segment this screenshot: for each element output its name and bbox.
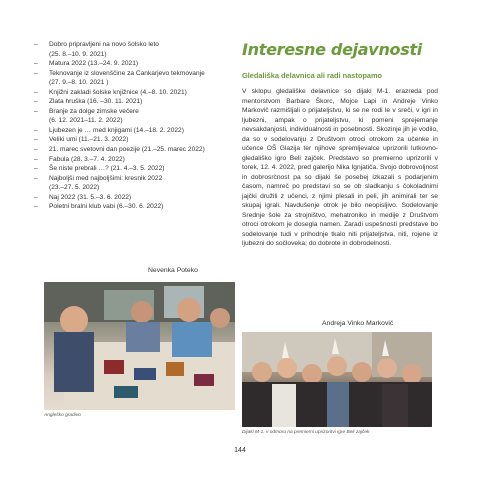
photo-group-students <box>242 332 432 427</box>
photo-reading-students-image <box>44 282 235 410</box>
list-dash-marker: – <box>34 174 38 182</box>
event-item <box>34 97 234 107</box>
event-item <box>34 164 234 174</box>
event-line: Fabula (28. 3.–7. 4. 2022) <box>49 155 125 163</box>
event-dates: (23.–27. 5. 2022) <box>49 184 100 192</box>
list-dash-marker: – <box>34 107 38 115</box>
page-title: Interesne dejavnosti <box>242 40 422 59</box>
event-line: Najboljši med najboljšimi: kresnik 2022 <box>49 174 163 182</box>
list-dash-marker: – <box>34 146 38 154</box>
event-line: 21. marec svetovni dan poezije (21.–25. marec 2022) <box>49 146 205 154</box>
event-line: Veliki umi (11.–21. 3. 2022) <box>49 136 129 144</box>
list-dash-marker: – <box>34 193 38 201</box>
left-photo-caption: Angleško gradivo <box>44 413 81 418</box>
photo-reading-students <box>44 282 235 410</box>
list-dash-marker: – <box>34 98 38 106</box>
event-list-column <box>34 40 234 212</box>
event-line: Ljubezen je … med knjigami (14.–18. 2. 2022) <box>49 126 184 134</box>
event-item <box>34 59 234 69</box>
event-item <box>34 69 234 88</box>
list-dash-marker: – <box>34 69 38 77</box>
event-list <box>34 40 234 212</box>
event-line: Naj 2022 (31. 5.–3. 6. 2022) <box>49 193 132 201</box>
section-heading: Gledališka delavnica ali radi nastopamo <box>242 71 383 80</box>
event-line: Matura 2022 (13.–24. 9. 2021) <box>49 60 139 68</box>
photo-group-students-image <box>242 332 432 427</box>
list-dash-marker: – <box>34 136 38 144</box>
list-dash-marker: – <box>34 41 38 48</box>
event-line: Še niste prebrali …? (21. 4.–3. 5. 2022) <box>49 165 165 173</box>
interests-column <box>242 40 438 249</box>
event-item <box>34 126 234 136</box>
event-dates: (6. 12. 2021–11. 2. 2022) <box>49 117 123 125</box>
list-dash-marker: – <box>34 126 38 134</box>
event-item <box>34 155 234 165</box>
event-item <box>34 202 234 212</box>
event-line: Poletni bralni klub vabi (6.–30. 6. 2022) <box>49 203 164 211</box>
list-dash-marker: – <box>34 165 38 173</box>
list-dash-marker: – <box>34 203 38 211</box>
event-item <box>34 107 234 126</box>
event-line: Dobro pripravljeni na novo šolsko leto <box>49 41 159 48</box>
event-dates: (25. 8.–10. 9. 2021) <box>49 50 107 58</box>
event-item <box>34 145 234 155</box>
list-dash-marker: – <box>34 88 38 96</box>
event-line: Branje za dolge zimske večere <box>49 107 139 115</box>
event-item <box>34 88 234 98</box>
event-item <box>34 135 234 145</box>
event-dates: (27. 9.–8. 10. 2021 ) <box>49 79 109 87</box>
event-item <box>34 174 234 193</box>
event-line: Knjižni zakladi šolske knjižnice (4.–8. 10. 2021) <box>49 88 187 96</box>
right-photo-caption: Dijaki M-1. v odmoru na premierni uprizoritvi igre Beli zajček <box>242 430 370 435</box>
article-body: V sklopu gledališke delavnice so dijaki M-1. erazreda pod mentorstvom Barbare Škorc, Mojce Lapi in Andreje Vinko Markovič razmišljali o prijateljstvu, ki se ne rodi le v sreči, v igri in ljubezni, ampak o prijateljstvu, ki pomeni sprejemanje nevsakdanjosti, individualnosti in posebnosti. Skozinje jih je vodilo, da so v sodelovanju z Društvom otroci otrokom za učenke in učence OŠ Glazija ter njihove spremljevalce uprizorili lutkovno-gledališko igro Beli zajček. Predstavo so premierno uprizorili v torek, 12. 4. 2022, pred galerijo Nika Ignjatiča. Svojo dobrovoljnost in dobrosrčnost pa so dijaki še posebej izkazali s podarjenim časom, namreč po predstavi so se ob sladkanju s čokoladnimi jajčki družili z učenci, z njimi plesali in peli, jih animirali ter se skupaj igrali. Navdušenje otrok je bilo neopisljivo. Sodelovanje Srednje šole za strojništvo, mehatroniko in medije z Društvom otroci otrokom je dosegla namen. Zaradi uspešnosti predstave bo sodelovanje tudi v prihodnje tkalo niti prijateljstva, niti, rojene iz ljubezni do sočloveka; do dobrote in dobrodelnosti. <box>242 88 438 247</box>
left-author: Nevenka Poteko <box>148 267 198 274</box>
event-item <box>34 40 234 59</box>
list-dash-marker: – <box>34 155 38 163</box>
event-line: Teknovanje iz slovenščine za Cankarjevo tekmovanje <box>49 69 205 77</box>
right-author: Andreja Vinko Markovič <box>322 320 394 327</box>
list-dash-marker: – <box>34 60 38 68</box>
page-number: 144 <box>234 447 246 454</box>
event-line: Zlata hruška (16. –30. 11. 2021) <box>49 98 143 106</box>
event-item <box>34 193 234 203</box>
